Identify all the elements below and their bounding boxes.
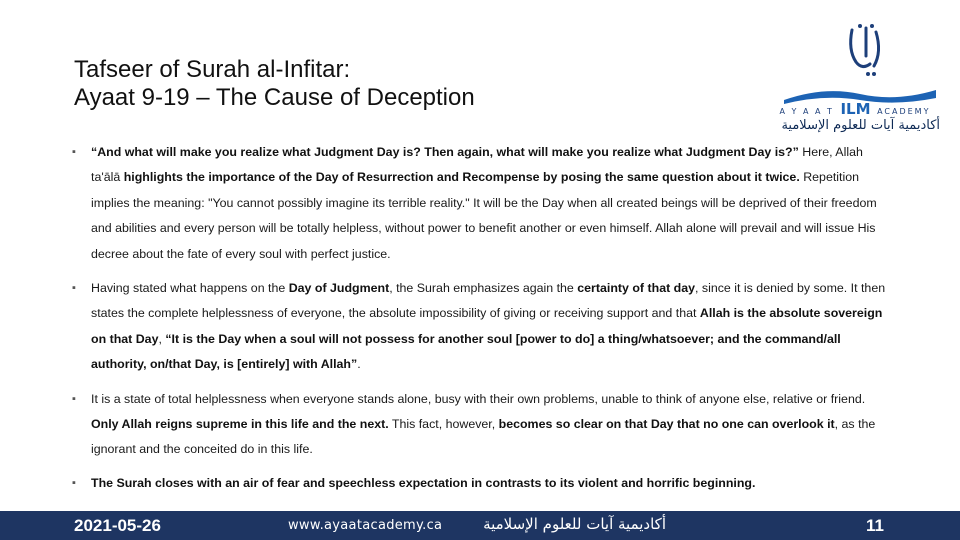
quoted-verse: “And what will make you realize what Judgment Day is? Then again, what will make you realize what Judgment Day is?”	[91, 145, 799, 159]
quoted-verse: “It is the Day when a soul will not possess for another soul [power to do] a thing/whatsoever; and the command/all authority, on/that Day, is [entirely] with Allah”	[91, 331, 841, 372]
bullet-item-3	[72, 387, 892, 463]
logo-english-text	[770, 100, 940, 118]
bullet-text: , since it is denied by some. It then states the complete helplessness of everyone, the absolute impossibility of giving or receiving support and that	[91, 281, 886, 321]
bold-text: Only Allah reigns supreme in this life and the next.	[91, 417, 389, 432]
bullet-text: .	[357, 357, 361, 372]
bullet-item-2	[72, 276, 892, 378]
slide-title-line-2: Ayaat 9-19 – The Cause of Deception	[74, 84, 475, 111]
bold-text: becomes so clear on that Day that no one can overlook it	[498, 417, 835, 432]
bullet-item-1	[72, 140, 892, 267]
bullet-marker: ▪	[72, 392, 76, 405]
ayaat-ilm-academy-logo	[770, 22, 940, 137]
bullet-text: Here, Allah ta'ālā	[91, 145, 863, 185]
bullet-list	[72, 140, 892, 496]
bullet-text: This fact, however,	[388, 417, 499, 432]
logo-ayaat-text: A Y A A T	[779, 107, 834, 116]
bullet-text: Repetition implies the meaning: "You cannot possibly imagine its terrible reality." It will be the Day when all created beings will be deprived of their freedom and abilities and every person will be totally helpless, without power to benefit another or even himself. Allah alone will prevail and will issue His decree about the fate of every soul with perfect justice.	[91, 170, 877, 261]
bold-text: Day of Judgment	[288, 281, 390, 296]
logo-ilm-text: ILM	[840, 100, 871, 118]
bullet-text: , the Surah emphasizes again the	[389, 281, 578, 296]
bold-text: The Surah closes with an air of fear and speechless expectation in contrasts to its violent and horrific beginning.	[91, 475, 756, 490]
logo-arabic-text: أكاديمية آيات للعلوم الإسلامية	[781, 118, 940, 133]
arabic-calligraphy-logo-icon	[830, 22, 900, 82]
bullet-text: ,	[158, 331, 166, 346]
slide-number: 11	[866, 516, 884, 535]
bullet-marker: ▪	[72, 476, 76, 489]
footer-website: www.ayaatacademy.ca	[288, 518, 443, 533]
slide-title	[74, 56, 694, 112]
bold-text: highlights the importance of the Day of Resurrection and Recompense by posing the same question about it twice.	[123, 170, 800, 185]
bold-text: certainty of that day	[577, 281, 696, 296]
bullet-marker: ▪	[72, 146, 76, 158]
footer-date: 2021-05-26	[74, 516, 161, 535]
bullet-marker: ▪	[72, 282, 76, 295]
slide-title-line-1: Tafseer of Surah al-Infitar:	[74, 56, 351, 83]
bold-text: Allah is the absolute sovereign on that Day	[91, 306, 883, 346]
logo-academy-text: ACADEMY	[877, 107, 931, 116]
bullet-text: Having stated what happens on the	[91, 281, 289, 296]
bullet-item-4	[72, 471, 892, 496]
footer-arabic-name: أكاديمية آيات للعلوم الإسلامية	[483, 515, 666, 533]
bullet-text: It is a state of total helplessness when everyone stands alone, busy with their own problems, unable to think of anyone else, relative or friend.	[91, 391, 866, 406]
bullet-text: , as the ignorant and the conceited do in this life.	[91, 417, 876, 457]
footer-bar	[0, 511, 960, 540]
